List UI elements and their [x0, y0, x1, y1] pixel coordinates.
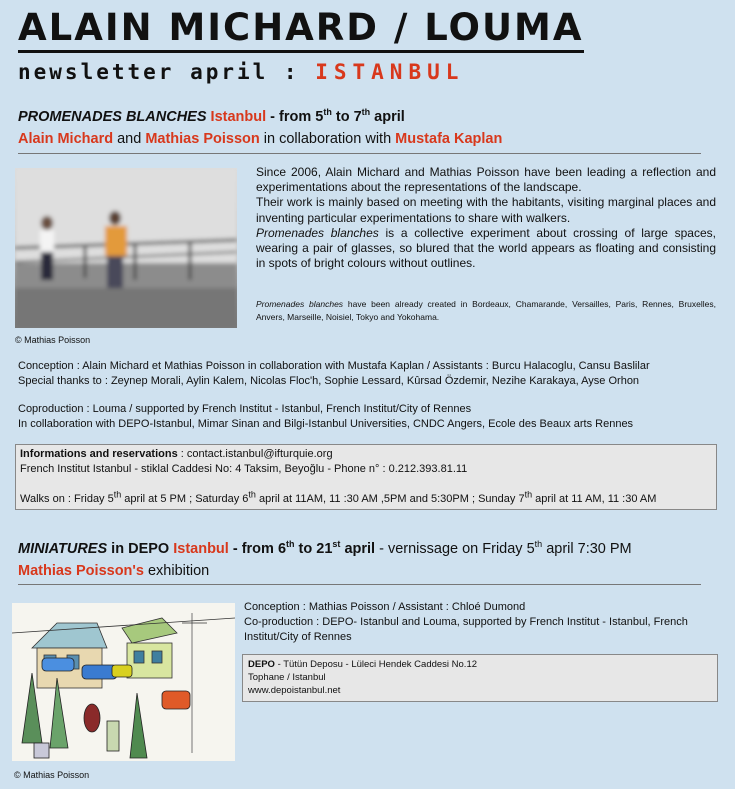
promenades-production	[18, 402, 718, 432]
depo-address-line	[248, 658, 712, 671]
promenades-credits	[18, 359, 718, 389]
promenades-date-sup: th	[323, 107, 332, 118]
miniatures-exhibition-label: exhibition	[143, 563, 210, 579]
miniatures-venue: in DEPO	[107, 541, 174, 557]
newsletter-title: ALAIN MICHARD / LOUMA	[18, 6, 584, 53]
photo-credit: © Mathias Poisson	[15, 335, 91, 345]
walks-line	[20, 489, 712, 507]
info-box	[15, 444, 717, 510]
coproduction-line: Coproduction : Louma / supported by French Institut - Istanbul, French Institut/City of Rennes	[18, 403, 472, 415]
promenades-date-part: april	[370, 109, 405, 125]
project-name: Promenades blanches	[256, 299, 344, 309]
walks-part: april at 11AM, 11 :30 AM ,5PM and 5:30PM ; Sunday 7	[255, 493, 525, 505]
section-divider	[18, 584, 701, 585]
promenades-date-sup: th	[361, 107, 371, 118]
promenades-title: PROMENADES BLANCHES	[18, 109, 207, 125]
venues-text: have been already created in Bordeaux, Chamarande, Versailles, Paris, Rennes, Bruxelles, Anvers, Marseille, Noisiel, Tokyo and Yokohama.	[256, 299, 716, 322]
newsletter-subtitle	[18, 60, 464, 84]
walks-part: Walks on : Friday 5	[20, 493, 114, 505]
info-label: Informations and reservations	[20, 448, 178, 460]
project-name: Promenades blanches	[256, 225, 379, 240]
promenades-date-part: - from 5	[270, 109, 324, 125]
conception-line: Conception : Alain Michard et Mathias Poisson in collaboration with Mustafa Kaplan / Assistants : Burcu Halacoglu, Cansu Baslilar	[18, 360, 650, 372]
section-divider	[18, 153, 701, 154]
collaboration-line: In collaboration with DEPO-Istanbul, Mimar Sinan and Bilgi-Istanbul Universities, CNDC Angers, Ecole des Beaux arts Rennes	[18, 418, 634, 430]
miniatures-date-part: - from 6	[228, 541, 287, 557]
walks-sup: th	[524, 489, 533, 500]
artist-conjunction: and	[113, 131, 146, 147]
miniatures-credits	[244, 600, 714, 645]
promenades-city: Istanbul	[210, 109, 267, 125]
subtitle-prefix: newsletter april :	[18, 60, 300, 84]
subtitle-city: ISTANBUL	[315, 60, 465, 84]
thanks-line: Special thanks to : Zeynep Morali, Aylin Kalem, Nicolas Floc'h, Sophie Lessard, Kûrsad Özdemir, Nezihe Karakaya, Ayse Orhon	[18, 375, 640, 387]
artist-name: Alain Michard	[18, 131, 114, 147]
depo-city: Tophane / Istanbul	[248, 672, 326, 683]
promenades-artists	[18, 131, 502, 147]
info-contact[interactable]: : contact.istanbul@ifturquie.org	[177, 448, 333, 460]
depo-address: - Tütün Deposu - Lüleci Hendek Caddesi No.12	[274, 659, 478, 670]
miniatures-drawing	[12, 603, 235, 761]
walks-sup: th	[248, 489, 256, 500]
paragraph-text: is a collective experiment about crossing of large spaces, wearing a pair of glasses, so blured that the world appears as floating and consisting in spots of bright colours without outlines.	[256, 225, 716, 271]
conception-line: Conception : Mathias Poisson / Assistant : Chloé Dumond	[244, 601, 526, 613]
miniatures-title: MINIATURES	[18, 541, 108, 557]
miniatures-date-sup: st	[332, 539, 341, 550]
depo-address-box	[242, 654, 718, 702]
miniatures-date-part: to 21	[294, 541, 333, 557]
miniatures-heading	[18, 541, 632, 557]
promenades-date-part: to 7	[331, 109, 362, 125]
description-paragraph: Their work is mainly based on meeting with the habitants, visiting marginal places and inventing particular experimentations to share with walkers.	[256, 195, 716, 225]
miniatures-artist: Mathias Poisson's	[18, 563, 144, 579]
miniatures-date-sup: th	[286, 539, 295, 550]
vernissage-sup: th	[534, 539, 543, 550]
promenades-heading	[18, 109, 405, 125]
miniatures-city: Istanbul	[173, 541, 229, 557]
miniatures-artist-line	[18, 563, 209, 579]
promenades-description	[256, 165, 716, 271]
miniatures-date-part: april	[340, 541, 376, 557]
photo-credit: © Mathias Poisson	[14, 770, 90, 780]
vernissage-part: - vernissage on Friday 5	[375, 541, 535, 557]
artist-name: Mathias Poisson	[145, 131, 260, 147]
description-paragraph	[256, 226, 716, 272]
promenades-venues	[256, 298, 716, 323]
info-contact-line	[20, 447, 712, 462]
depo-label: DEPO	[248, 659, 275, 670]
walks-sup: th	[113, 489, 122, 500]
description-paragraph: Since 2006, Alain Michard and Mathias Poisson have been leading a reflection and experimentations about the representations of the landscape.	[256, 165, 716, 195]
walks-part: april at 5 PM ; Saturday 6	[121, 493, 249, 505]
vernissage-part: april 7:30 PM	[542, 541, 632, 557]
collab-text: in collaboration with	[259, 131, 396, 147]
coproduction-line: Co-production : DEPO- Istanbul and Louma, supported by French Institut - Istanbul, French Institut/City of Rennes	[244, 616, 688, 643]
collaborator-name: Mustafa Kaplan	[395, 131, 503, 147]
depo-website-link[interactable]: www.depoistanbul.net	[248, 685, 341, 696]
walks-part: april at 11 AM, 11 :30 AM	[532, 493, 657, 505]
promenades-photo	[15, 168, 237, 328]
info-address: French Institut Istanbul - stiklal Caddesi No: 4 Taksim, Beyoğlu - Phone n° : 0.212.393.81.11	[20, 463, 468, 475]
